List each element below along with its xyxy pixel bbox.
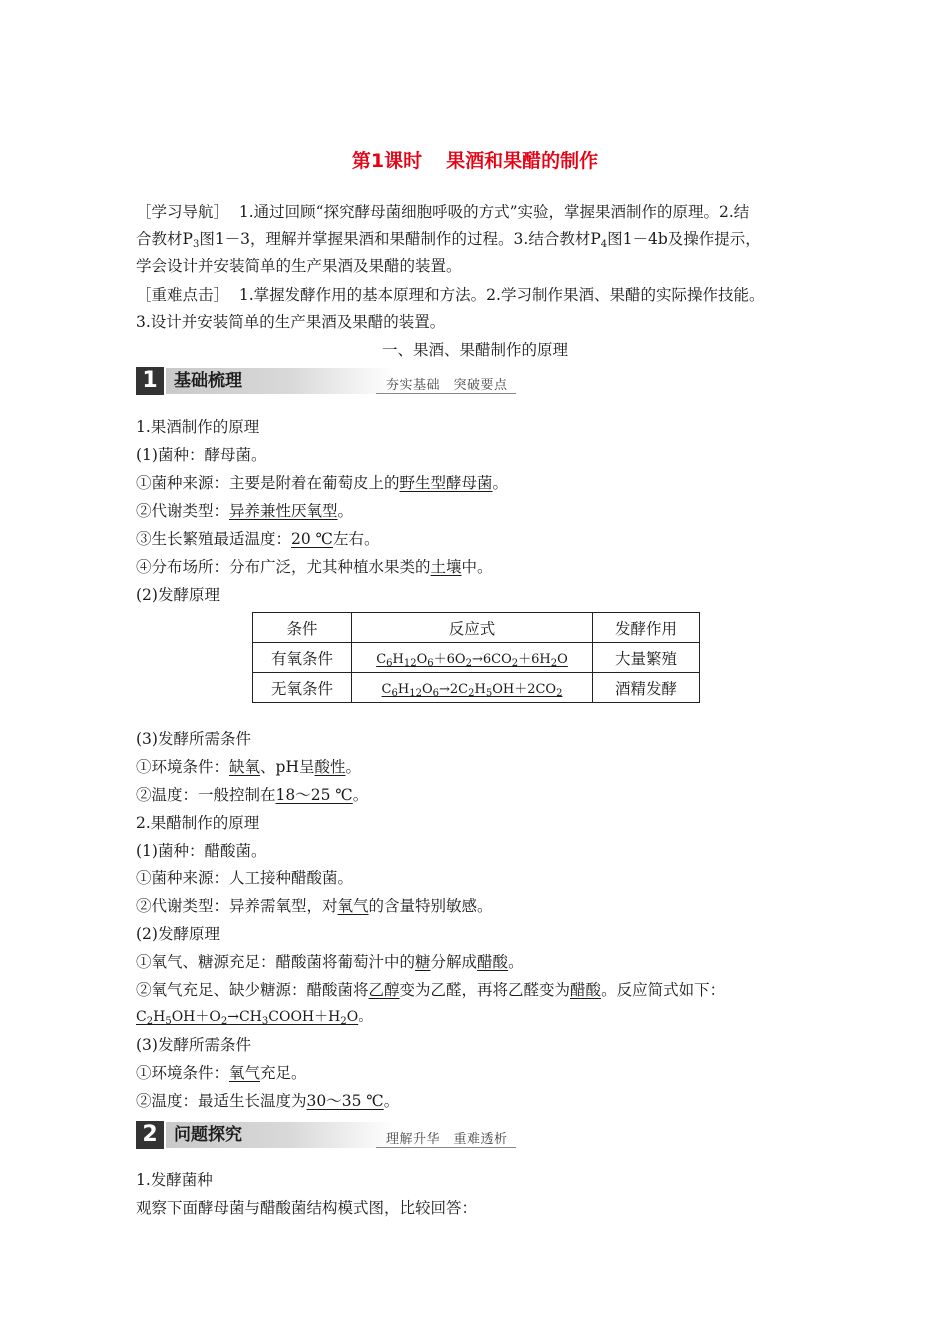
lesson-name: 果酒和果醋的制作 <box>446 150 599 172</box>
guide-text-2b: 图1－3，理解并掌握果酒和果醋制作的过程。3.结合教材P <box>199 230 601 248</box>
eq-part: H <box>153 1009 166 1025</box>
answer-blank: 土壤 <box>430 558 462 576</box>
vinegar-principle-1 <box>136 952 524 972</box>
eq-sub: 6 <box>386 658 393 669</box>
inquiry-question: 观察下面酵母菌与醋酸菌结构模式图，比较回答： <box>136 1199 478 1217</box>
eq-part: →6CO <box>471 652 512 667</box>
wine-environment <box>136 757 361 777</box>
table-cell: 大量繁殖 <box>593 643 700 673</box>
table-header-row <box>253 613 700 643</box>
eq-sub: 6 <box>427 658 434 669</box>
text: ③生长繁殖最适温度： <box>136 530 292 548</box>
eq-sub: 2 <box>146 1016 154 1027</box>
answer-blank: 醋酸 <box>570 981 602 999</box>
text: 。 <box>345 758 362 776</box>
eq-part: OH＋O <box>171 1009 221 1025</box>
eq-part: O <box>557 652 568 667</box>
eq-sub: 2 <box>465 658 472 669</box>
banner-number: 2 <box>136 1121 164 1149</box>
equation-text <box>136 1009 358 1025</box>
text: ②代谢类型：异养需氧型，对 <box>136 897 338 915</box>
text: ①氧气、糖源充足：醋酸菌将葡萄汁中的 <box>136 953 416 971</box>
answer-blank: 酸性 <box>314 758 346 776</box>
eq-part: O <box>416 652 428 667</box>
eq-sub: 5 <box>165 1016 172 1027</box>
section-heading: 一、果酒、果醋制作的原理 <box>381 341 568 359</box>
text: ①环境条件： <box>136 1064 230 1082</box>
eq-part: →CH <box>227 1009 262 1025</box>
eq-sub: 6 <box>391 688 398 699</box>
eq-sub: 2 <box>340 1016 347 1027</box>
equation-text <box>382 682 563 697</box>
inquiry-heading: 1.发酵菌种 <box>136 1171 213 1189</box>
key-text-1: 1.掌握发酵作用的基本原理和方法。2.学习制作果酒、果醋的实际操作技能。 <box>238 286 765 304</box>
banner-title: 基础梳理 <box>174 371 242 391</box>
wine-source <box>136 473 508 493</box>
equation-text <box>376 652 568 667</box>
eq-sub: 5 <box>485 688 493 699</box>
text: ②氧气充足、缺少糖源：醋酸菌将 <box>136 981 369 999</box>
banner-title: 问题探究 <box>174 1125 242 1145</box>
wine-temp-control <box>136 785 368 805</box>
answer-blank: 氧气 <box>337 897 369 915</box>
eq-part: OH＋2CO <box>492 682 557 697</box>
text: 。 <box>492 474 509 492</box>
table-header: 条件 <box>253 613 352 643</box>
aerobic-equation <box>352 643 593 673</box>
text: 。 <box>337 502 354 520</box>
answer-blank: 18～25 ℃ <box>275 786 353 804</box>
text: 。 <box>508 953 524 971</box>
answer-blank: 30～35 ℃ <box>306 1092 384 1110</box>
banner-rule <box>376 393 516 394</box>
key-line-1 <box>136 285 764 305</box>
eq-sub: 2 <box>556 688 563 699</box>
anaerobic-equation <box>352 673 593 703</box>
inquiry-banner <box>136 1121 516 1149</box>
answer-blank: 乙醇 <box>368 981 400 999</box>
table-cell: 有氧条件 <box>253 643 352 673</box>
table-cell: 无氧条件 <box>253 673 352 703</box>
text: 中。 <box>461 558 493 576</box>
vinegar-metabolism <box>136 896 493 916</box>
banner-number: 1 <box>136 367 164 395</box>
answer-blank: 缺氧 <box>229 758 261 776</box>
eq-part: H <box>397 682 410 697</box>
answer-blank: 糖 <box>415 953 431 971</box>
eq-part: ＋6O <box>433 652 466 667</box>
eq-part: C <box>381 682 392 697</box>
text: ②温度：一般控制在 <box>136 786 276 804</box>
table-row <box>253 673 700 703</box>
eq-part: ＋6H <box>518 652 551 667</box>
fermentation-table <box>252 612 700 703</box>
eq-part: O <box>346 1009 359 1025</box>
table-row <box>253 643 700 673</box>
vinegar-principle-2 <box>136 980 725 1000</box>
guide-text-2c: 图1－4b及操作提示， <box>607 230 761 248</box>
vinegar-environment <box>136 1063 307 1083</box>
wine-strain: (1)菌种：酵母菌。 <box>136 446 267 464</box>
vinegar-source: ①菌种来源：人工接种醋酸菌。 <box>136 869 354 887</box>
text: 左右。 <box>333 530 380 548</box>
eq-part: H <box>474 682 486 697</box>
guide-text-1: 1.通过回顾“探究酵母菌细胞呼吸的方式”实验，掌握果酒制作的原理。2.结 <box>238 203 750 221</box>
wine-heading: 1.果酒制作的原理 <box>136 418 260 436</box>
text: 、pH呈 <box>260 758 315 776</box>
banner-subtitle: 夯实基础 突破要点 <box>386 378 508 393</box>
lesson-number: 第1课时 <box>351 150 423 172</box>
text: 的含量特别敏感。 <box>368 897 493 915</box>
table-header: 发酵作用 <box>593 613 700 643</box>
eq-sub: 2 <box>550 658 558 669</box>
eq-part: C <box>376 652 387 667</box>
eq-part: COOH＋H <box>268 1009 341 1025</box>
text: 。 <box>358 1009 373 1025</box>
vinegar-equation <box>136 1007 372 1027</box>
eq-sub: 6 <box>432 688 439 699</box>
eq-sub: 2 <box>468 688 475 699</box>
banner-subtitle: 理解升华 重难透析 <box>386 1132 508 1147</box>
answer-blank: 氧气 <box>229 1064 261 1082</box>
key-tag: ［重难点击］ <box>136 286 230 304</box>
eq-part: C <box>136 1009 147 1025</box>
text: ①菌种来源：主要是附着在葡萄皮上的 <box>136 474 400 492</box>
key-line-2: 3.设计并安装简单的生产果酒及果醋的装置。 <box>136 313 446 331</box>
eq-sub: 2 <box>220 1016 228 1027</box>
answer-blank: 异养兼性厌氧型 <box>229 502 338 520</box>
wine-conditions-heading: (3)发酵所需条件 <box>136 730 251 748</box>
guide-sub-4: 4 <box>600 239 608 250</box>
vinegar-heading: 2.果醋制作的原理 <box>136 814 260 832</box>
text: 充足。 <box>260 1064 307 1082</box>
text: ①环境条件： <box>136 758 230 776</box>
guide-text-2a: 合教材P <box>136 230 193 248</box>
text: 变为乙醛，再将乙醛变为 <box>399 981 571 999</box>
text: 。 <box>352 786 369 804</box>
guide-line-3: 学会设计并安装简单的生产果酒及果醋的装置。 <box>136 257 462 275</box>
basic-review-banner <box>136 367 516 395</box>
guide-line-1 <box>136 202 749 222</box>
eq-part: →2C <box>438 682 469 697</box>
guide-sub-3: 3 <box>192 239 200 250</box>
banner-rule <box>376 1147 516 1148</box>
answer-blank: 野生型酵母菌 <box>399 474 493 492</box>
eq-part: O <box>421 682 433 697</box>
eq-part: H <box>392 652 404 667</box>
guide-line-2 <box>136 229 761 249</box>
vinegar-conditions-heading: (3)发酵所需条件 <box>136 1036 251 1054</box>
guide-tag: ［学习导航］ <box>136 203 230 221</box>
table-header: 反应式 <box>352 613 593 643</box>
eq-sub: 12 <box>409 688 422 699</box>
page-title <box>0 146 950 173</box>
table-cell: 酒精发酵 <box>593 673 700 703</box>
wine-temperature <box>136 529 380 549</box>
answer-blank: 醋酸 <box>477 953 509 971</box>
text: 。 <box>383 1092 400 1110</box>
vinegar-temperature <box>136 1091 399 1111</box>
eq-sub: 3 <box>261 1016 269 1027</box>
text: 分解成 <box>430 953 478 971</box>
vinegar-strain: (1)菌种：醋酸菌。 <box>136 842 267 860</box>
eq-sub: 2 <box>511 658 519 669</box>
text: ④分布场所：分布广泛，尤其种植水果类的 <box>136 558 431 576</box>
text: ②温度：最适生长温度为 <box>136 1092 307 1110</box>
wine-principle-heading: (2)发酵原理 <box>136 586 220 604</box>
eq-sub: 12 <box>403 658 417 669</box>
answer-blank: 20 ℃ <box>291 530 334 548</box>
wine-metabolism <box>136 501 353 521</box>
text: ②代谢类型： <box>136 502 230 520</box>
text: 。反应简式如下： <box>601 981 726 999</box>
wine-distribution <box>136 557 493 577</box>
vinegar-principle-heading: (2)发酵原理 <box>136 925 220 943</box>
